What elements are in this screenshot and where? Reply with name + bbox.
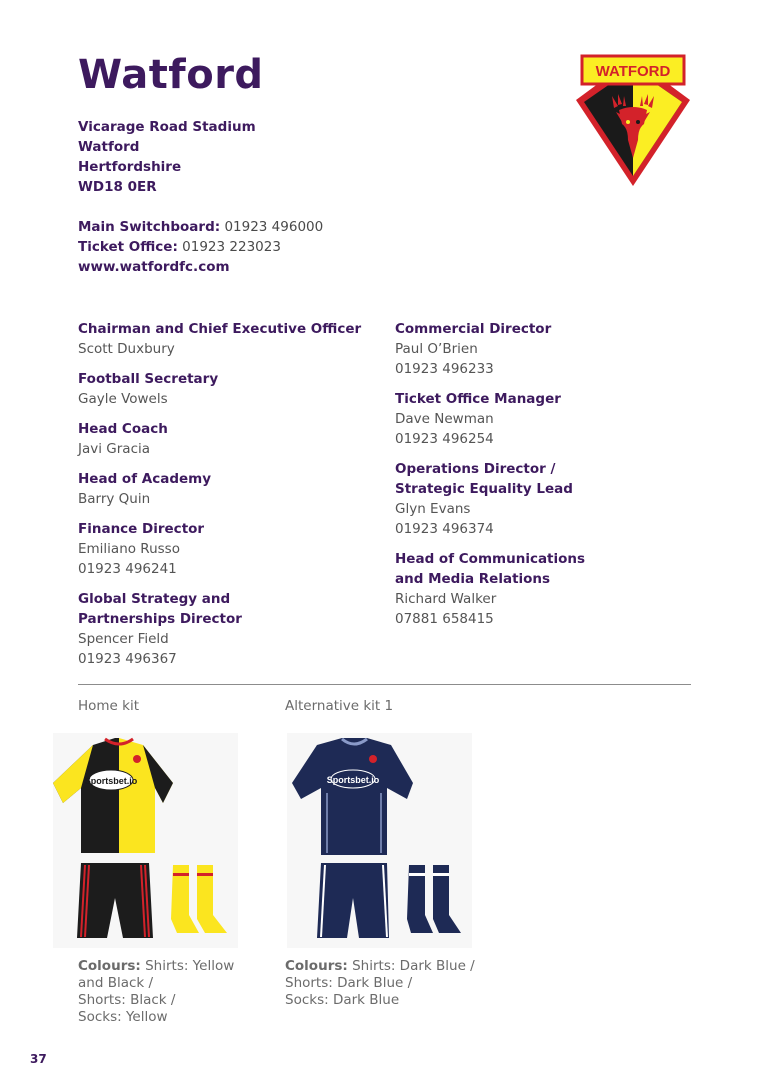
colours-line: and Black / <box>78 975 154 991</box>
staff-name: Javi Gracia <box>78 441 151 457</box>
staff-role: Head of Academy <box>78 471 212 487</box>
staff-column-left <box>78 319 378 679</box>
staff-phone: 01923 496233 <box>395 361 494 377</box>
staff-phone: 01923 496254 <box>395 431 494 447</box>
address-line: WD18 0ER <box>78 179 157 195</box>
staff-name: Glyn Evans <box>395 501 471 517</box>
staff-phone: 07881 658415 <box>395 611 494 627</box>
club-title: Watford <box>78 52 264 98</box>
staff-entry <box>78 589 378 669</box>
staff-role: Finance Director <box>78 521 205 537</box>
staff-entry <box>395 389 695 449</box>
colours-line: Shirts: Yellow <box>145 958 235 974</box>
website-link[interactable]: www.watfordfc.com <box>78 259 230 275</box>
alt-kit-label: Alternative kit 1 <box>285 698 394 714</box>
switchboard-label: Main Switchboard: <box>78 219 221 235</box>
switchboard-line <box>78 217 323 237</box>
ticket-number: 01923 223023 <box>182 239 281 255</box>
staff-role: Football Secretary <box>78 371 219 387</box>
colours-line: Socks: Yellow <box>78 1009 168 1025</box>
staff-name: Gayle Vowels <box>78 391 168 407</box>
staff-entry <box>78 469 378 509</box>
alt-shorts <box>317 863 389 938</box>
alt-kit-colours <box>285 958 505 1009</box>
staff-entry <box>395 319 695 379</box>
ticket-line <box>78 237 323 257</box>
colours-line: Shorts: Dark Blue / <box>285 975 413 991</box>
staff-name: Scott Duxbury <box>78 341 175 357</box>
colours-line: Shorts: Black / <box>78 992 176 1008</box>
staff-name: Spencer Field <box>78 631 169 647</box>
staff-name: Richard Walker <box>395 591 497 607</box>
home-kit-label: Home kit <box>78 698 140 714</box>
staff-role: Operations Director / <box>395 461 556 477</box>
staff-entry <box>78 319 378 359</box>
switchboard-number: 01923 496000 <box>224 219 324 235</box>
staff-role: Global Strategy and <box>78 591 231 607</box>
staff-name: Barry Quin <box>78 491 151 507</box>
staff-role: and Media Relations <box>395 571 551 587</box>
home-shirt <box>53 738 173 853</box>
page-number: 37 <box>30 1052 47 1066</box>
staff-role: Ticket Office Manager <box>395 391 561 407</box>
address-line: Hertfordshire <box>78 159 182 175</box>
crest-text: WATFORD <box>595 63 671 80</box>
address-block <box>78 117 256 197</box>
staff-column-right <box>395 319 695 639</box>
staff-entry <box>395 459 695 539</box>
section-divider <box>78 684 691 685</box>
contact-block <box>78 217 323 277</box>
club-crest-logo <box>572 54 694 190</box>
home-sponsor-text: Sportsbet.io <box>84 776 138 786</box>
staff-role: Head of Communications <box>395 551 586 567</box>
colours-line: Socks: Dark Blue <box>285 992 400 1008</box>
colours-line: Shirts: Dark Blue / <box>352 958 475 974</box>
staff-entry <box>395 549 695 629</box>
staff-role: Partnerships Director <box>78 611 242 627</box>
staff-name: Paul O’Brien <box>395 341 478 357</box>
staff-entry <box>78 519 378 579</box>
alt-sponsor-text: Sportsbet.io <box>326 775 380 785</box>
address-line: Watford <box>78 139 140 155</box>
staff-name: Dave Newman <box>395 411 494 427</box>
staff-phone: 01923 496374 <box>395 521 494 537</box>
alt-shirt <box>292 738 413 855</box>
staff-role: Strategic Equality Lead <box>395 481 573 497</box>
staff-phone: 01923 496367 <box>78 651 177 667</box>
staff-role: Commercial Director <box>395 321 552 337</box>
staff-role: Chairman and Chief Executive Officer <box>78 321 362 337</box>
staff-entry <box>78 419 378 459</box>
colours-label: Colours: <box>285 958 348 974</box>
alt-socks <box>407 865 461 933</box>
staff-entry <box>78 369 378 409</box>
home-shorts <box>77 863 153 938</box>
home-kit-colours <box>78 958 268 1026</box>
alt-kit-illustration <box>287 733 472 948</box>
colours-label: Colours: <box>78 958 141 974</box>
address-line: Vicarage Road Stadium <box>78 119 256 135</box>
staff-phone: 01923 496241 <box>78 561 177 577</box>
home-socks <box>171 865 227 933</box>
staff-role: Head Coach <box>78 421 168 437</box>
home-kit-illustration <box>53 733 238 948</box>
staff-name: Emiliano Russo <box>78 541 180 557</box>
ticket-label: Ticket Office: <box>78 239 178 255</box>
